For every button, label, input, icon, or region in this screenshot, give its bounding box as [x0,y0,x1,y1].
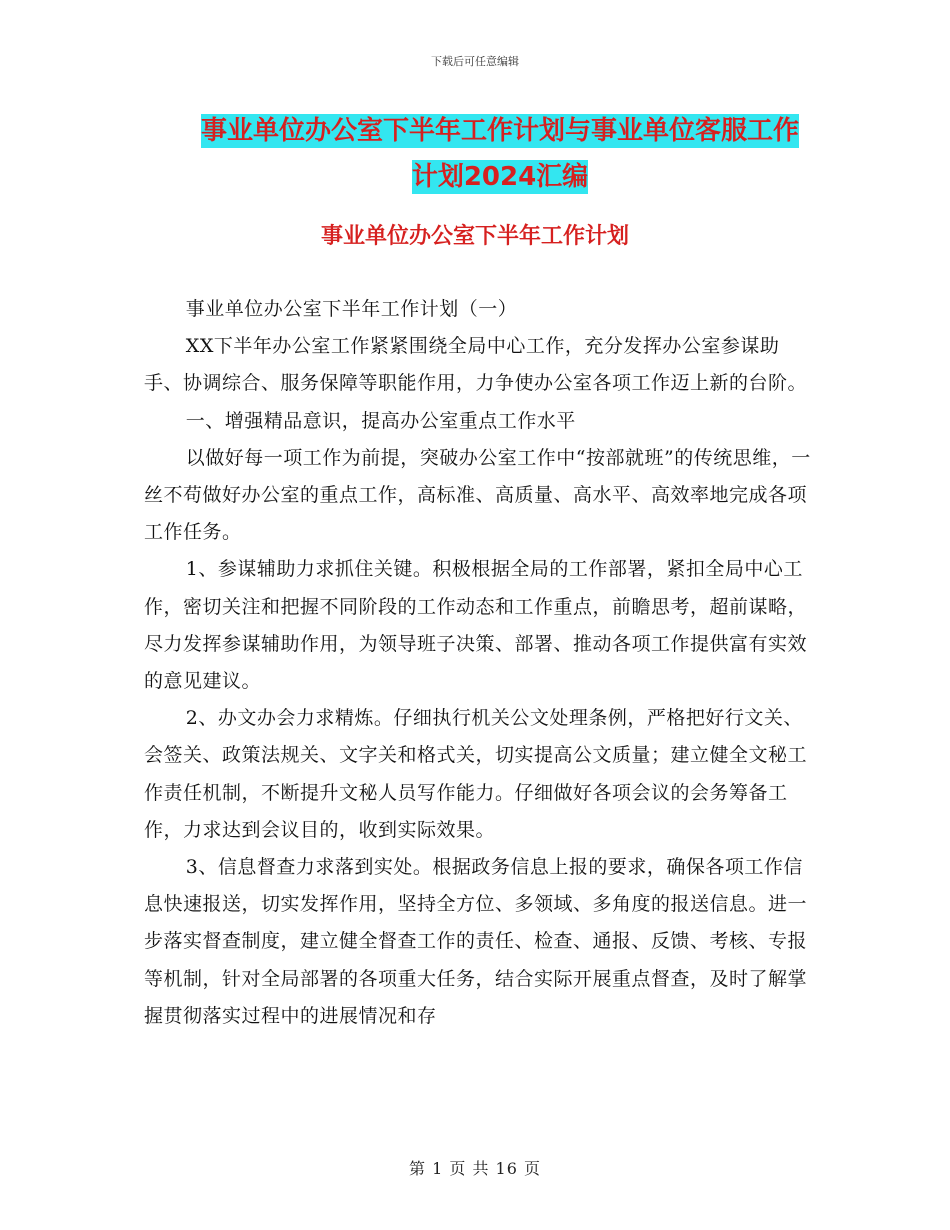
document-title-line-2: 计划2024汇编 [411,162,589,192]
document-title-line-1: 事业单位办公室下半年工作计划与事业单位客服工作 [200,116,799,146]
paragraph: 1、参谋辅助力求抓住关键。积极根据全局的工作部署，紧扣全局中心工作，密切关注和把握不同阶段的工作动态和工作重点，前瞻思考，超前谋略，尽力发挥参谋辅助作用，为领导班子决策、部署、推动各项工作提供富有实效的意见建议。 [144,558,808,693]
paragraph-heading: 一、增强精品意识，提高办公室重点工作水平 [185,409,576,432]
document-title [150,108,850,200]
body-content [144,291,812,1035]
paragraph: XX下半年办公室工作紧紧围绕全局中心工作，充分发挥办公室参谋助手、协调综合、服务保障等职能作用，力争使办公室各项工作迈上新的台阶。 [144,335,808,395]
paragraph: 3、信息督查力求落到实处。根据政务信息上报的要求，确保各项工作信息快速报送，切实发挥作用，坚持全方位、多领域、多角度的报送信息。进一步落实督查制度，建立健全督查工作的责任、检查、通报、反馈、考核、专报等机制，针对全局部署的各项重大任务，结合实际开展重点督查，及时了解掌握贯彻落实过程中的进展情况和存 [144,856,808,1027]
header-note: 下载后可任意编辑 [431,55,519,68]
paragraph: 2、办文办会力求精炼。仔细执行机关公文处理条例，严格把好行文关、会签关、政策法规关、文字关和格式关，切实提高公文质量；建立健全文秘工作责任机制，不断提升文秘人员写作能力。仔细做好各项会议的会务筹备工作，力求达到会议目的，收到实际效果。 [144,707,808,841]
paragraph-subtitle: 事业单位办公室下半年工作计划（一） [185,298,518,320]
page-number: 第 1 页 共 16 页 [409,1159,541,1178]
section-title: 事业单位办公室下半年工作计划 [320,224,629,249]
paragraph: 以做好每一项工作为前提，突破办公室工作中“按部就班”的传统思维，一丝不苟做好办公室的重点工作，高标准、高质量、高水平、高效率地完成各项工作任务。 [144,446,811,544]
